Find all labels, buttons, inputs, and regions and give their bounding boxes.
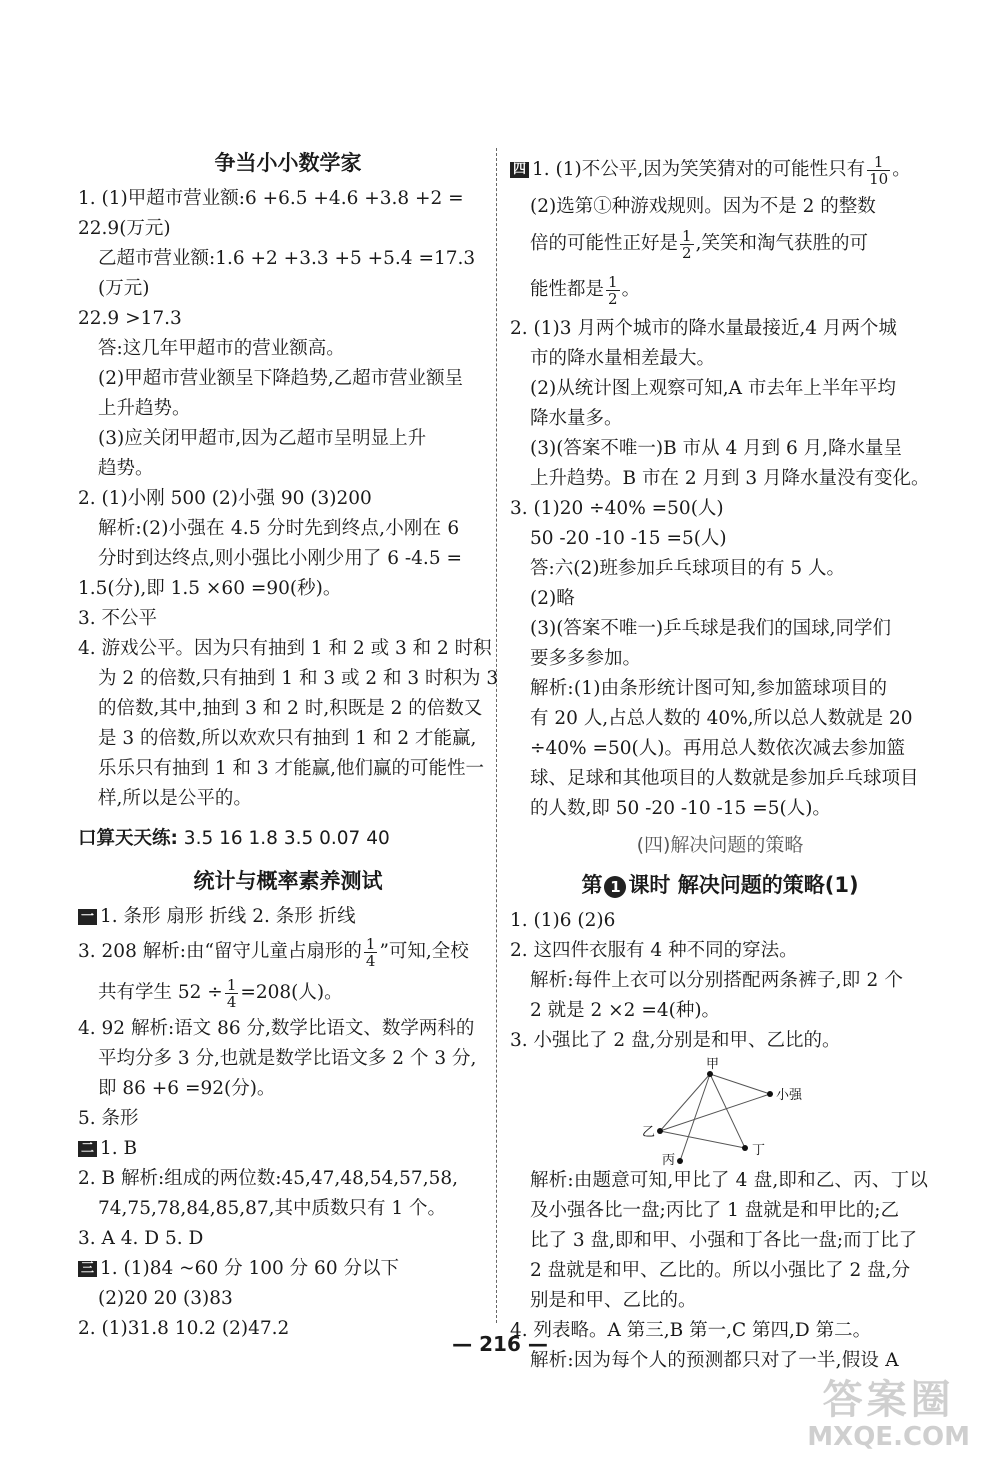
q4-block: [78, 1014, 498, 1104]
r1-line: [510, 148, 930, 192]
r1-line-2: (2)选第①种游戏规则。因为不是 2 的整数: [530, 196, 876, 217]
text-line: 2. (1)31.8 10.2 (2)47.2: [78, 1318, 290, 1339]
text-line: 解析:(1)由条形统计图可知,参加篮球项目的: [530, 678, 888, 699]
answer-line: [510, 996, 930, 1026]
answer-line: [510, 434, 930, 464]
fraction-numerator: 1: [867, 154, 890, 171]
text-line: 有 20 人,占总人数的 40%,所以总人数就是 20: [530, 708, 913, 729]
label-bing: 丙: [662, 1153, 676, 1166]
label-jia: 甲: [706, 1057, 720, 1072]
text-line: 别是和甲、乙比的。: [530, 1290, 697, 1311]
text-line: 平均分多 3 分,也就是数学比语文多 2 个 3 分,: [98, 1048, 477, 1069]
text-line: (2)从统计图上观察可知,A 市去年上半年平均: [530, 378, 896, 399]
fraction-denominator: 2: [608, 289, 618, 308]
answer-line: [510, 314, 930, 344]
text-line: 答:六(2)班参加乒乓球项目的有 5 人。: [530, 558, 845, 579]
text-line: 2. (1)3 月两个城市的降水量最接近,4 月两个城: [510, 318, 897, 339]
answer-line: [78, 1164, 498, 1194]
r1-text-a: 1. (1)不公平,因为笑笑猜对的可能性只有: [532, 159, 866, 180]
answer-line: [78, 1254, 498, 1284]
q3-line: [78, 932, 498, 972]
oral-practice: [78, 824, 498, 854]
answer-line: [510, 524, 930, 554]
answer-line: [510, 404, 930, 434]
fraction: [225, 977, 239, 1010]
text-line: 1. (1)6 (2)6: [510, 910, 616, 931]
text-line: 的倍数,其中,抽到 3 和 2 时,积既是 2 的倍数又: [98, 698, 483, 719]
answer-line: [510, 936, 930, 966]
answer-line: [510, 1196, 930, 1226]
part-tag: 二: [78, 1141, 97, 1157]
answer-line: [78, 484, 498, 514]
answer-line: [510, 1286, 930, 1316]
oral-practice-label: 口算天天练:: [78, 828, 178, 849]
text-line: (3)(答案不唯一)乒乓球是我们的国球,同学们: [530, 618, 892, 639]
r3-block: [510, 906, 930, 1056]
answer-line: [510, 644, 930, 674]
lesson-prefix: 第: [581, 873, 603, 897]
part1-text: 1. 条形 扇形 折线 2. 条形 折线: [100, 906, 356, 927]
text-line: 50 -20 -10 -15 =5(人): [530, 528, 727, 549]
answer-line: [510, 584, 930, 614]
answer-line: [78, 454, 498, 484]
text-line: (2)20 20 (3)83: [98, 1288, 233, 1309]
text-line: 2 盘就是和甲、乙比的。所以小强比了 2 盘,分: [530, 1260, 911, 1281]
text-line: 3. A 4. D 5. D: [78, 1228, 204, 1249]
q3-text-c: 共有学生 52 ÷: [98, 982, 223, 1003]
label-xiaoqiang: 小强: [776, 1088, 803, 1103]
oral-practice-values: 3.5 16 1.8 3.5 0.07 40: [183, 828, 390, 849]
answer-line: [78, 424, 498, 454]
text-line: 答:这几年甲超市的营业额高。: [98, 338, 345, 359]
answer-line: [510, 764, 930, 794]
text-line: 2. 这四件衣服有 4 种不同的穿法。: [510, 940, 798, 961]
r1-text-d: ,笑笑和淘气获胜的可: [695, 233, 868, 254]
answer-line: [78, 304, 498, 334]
lesson-title: [510, 870, 930, 900]
answer-line: [510, 734, 930, 764]
text-line: 解析:每件上衣可以分别搭配两条裤子,即 2 个: [530, 970, 904, 991]
node-ding: [742, 1145, 748, 1151]
text-line: 4. 92 解析:语文 86 分,数学比语文、数学两科的: [78, 1018, 475, 1039]
fraction-denominator: 2: [682, 243, 692, 262]
text-line: 1.5(分),即 1.5 ×60 =90(秒)。: [78, 578, 342, 599]
answer-line: [510, 1226, 930, 1256]
label-ding: 丁: [752, 1143, 766, 1158]
answer-line: [78, 334, 498, 364]
part2-block: [78, 1134, 498, 1254]
text-line: 要多多参加。: [530, 648, 642, 669]
r1-text-b: 。: [892, 159, 911, 180]
answer-line: [510, 704, 930, 734]
fraction: [680, 228, 694, 261]
section-title-2: 统计与概率素养测试: [193, 869, 383, 893]
q3-text-a: 3. 208 解析:由“留守儿童占扇形的: [78, 941, 362, 962]
answer-line: [78, 394, 498, 424]
text-line: 4. 游戏公平。因为只有抽到 1 和 2 或 3 和 2 时积: [78, 638, 492, 659]
text-line: 及小强各比一盘;丙比了 1 盘就是和甲比的;乙: [530, 1200, 899, 1221]
text-line: (3)(答案不唯一)B 市从 4 月到 6 月,降水量呈: [530, 438, 903, 459]
page-number: — 216 —: [452, 1332, 548, 1356]
answer-line: [510, 794, 930, 824]
right-column: [510, 140, 930, 1376]
answer-line: [78, 514, 498, 544]
answer-line: [78, 694, 498, 724]
answer-line: [78, 784, 498, 814]
node-bing: [677, 1158, 683, 1164]
lesson-suffix: 课时 解决问题的策略(1): [628, 873, 859, 897]
answer-line: [78, 364, 498, 394]
text-line: (万元): [98, 278, 150, 299]
text-line: 2. (1)小刚 500 (2)小强 90 (3)200: [78, 488, 372, 509]
answer-line: [510, 344, 930, 374]
text-line: 3. 不公平: [78, 608, 158, 629]
answer-line: [510, 494, 930, 524]
text-line: 22.9 >17.3: [78, 308, 182, 329]
section-title: 争当小小数学家: [214, 151, 362, 175]
text-line: 即 86 +6 =92(分)。: [98, 1078, 276, 1099]
q3-line-2: [78, 972, 498, 1014]
answer-line: [78, 1194, 498, 1224]
r1-text-e: 能性都是: [530, 279, 605, 300]
part-tag-1: 一: [78, 909, 97, 925]
answer-line: [510, 1026, 930, 1056]
r1-text-c: 倍的可能性正好是: [530, 233, 679, 254]
fraction-numerator: 1: [682, 226, 692, 245]
lesson-number: 1: [604, 876, 626, 898]
part3-block: [78, 1254, 498, 1344]
label-yi: 乙: [642, 1125, 656, 1140]
r1-line-3: [510, 222, 930, 266]
answer-line: [78, 1224, 498, 1254]
answer-line: [78, 604, 498, 634]
answer-line: [78, 1074, 498, 1104]
answer-line: [510, 374, 930, 404]
q3-text-b: ”可知,全校: [379, 941, 469, 962]
subsection-heading: (四)解决问题的策略: [636, 834, 804, 856]
text-line: 2 就是 2 ×2 =4(种)。: [530, 1000, 721, 1021]
text-line: 乐乐只有抽到 1 和 3 才能赢,他们赢的可能性一: [98, 758, 484, 779]
part-tag: 三: [78, 1261, 97, 1277]
answer-line: [78, 634, 498, 664]
fraction: [606, 274, 620, 307]
r2-block: [510, 314, 930, 824]
answer-line: [510, 966, 930, 996]
text-line: 4. 列表略。A 第三,B 第一,C 第四,D 第二。: [510, 1320, 872, 1341]
match-graph: [510, 1056, 930, 1166]
watermark: [807, 1378, 970, 1452]
answer-line: [510, 1256, 930, 1286]
text-line: (3)应关闭甲超市,因为乙超市呈明显上升: [98, 428, 427, 449]
text-line: 趋势。: [98, 458, 154, 479]
text-line: 3. (1)20 ÷40% =50(人): [510, 498, 724, 519]
text-line: 解析:(2)小强在 4.5 分时先到终点,小刚在 6: [98, 518, 460, 539]
answer-line: [510, 554, 930, 584]
r1-text-f: 。: [621, 279, 641, 300]
answer-line: [510, 464, 930, 494]
text-line: 上升趋势。: [98, 398, 191, 419]
answer-line: [510, 906, 930, 936]
text-line: 解析:由题意可知,甲比了 4 盘,即和乙、丙、丁以: [530, 1170, 929, 1191]
text-line: 3. 小强比了 2 盘,分别是和甲、乙比的。: [510, 1030, 841, 1051]
part1-line: [78, 902, 498, 932]
part-tag-4: 四: [510, 162, 529, 178]
text-line: 1. (1)甲超市营业额:6 +6.5 +4.6 +3.8 +2 =: [78, 188, 464, 209]
text-line: 比了 3 盘,即和甲、小强和丁各比一盘;而丁比了: [530, 1230, 918, 1251]
answer-line: [78, 754, 498, 784]
text-line: 市的降水量相差最大。: [530, 348, 716, 369]
node-yi: [657, 1128, 663, 1134]
fraction-numerator: 1: [608, 272, 618, 291]
text-line: 的人数,即 50 -20 -10 -15 =5(人)。: [530, 798, 831, 819]
answer-line: [78, 214, 498, 244]
answer-block: [78, 184, 498, 814]
text-line: 是 3 的倍数,所以欢欢只有抽到 1 和 2 才能赢,: [98, 728, 477, 749]
fraction-denominator: 4: [365, 951, 376, 970]
text-line: 2. B 解析:组成的两位数:45,47,48,54,57,58,: [78, 1168, 459, 1189]
answer-line: [78, 244, 498, 274]
text-line: 为 2 的倍数,只有抽到 1 和 3 或 2 和 3 时积为 3: [98, 668, 499, 689]
fraction-denominator: 10: [869, 169, 889, 188]
node-xiaoqiang: [767, 1091, 773, 1097]
fraction-denominator: 4: [226, 992, 237, 1011]
answer-line: [78, 574, 498, 604]
text-line: 1. B: [100, 1138, 138, 1159]
text-line: 上升趋势。B 市在 2 月到 3 月降水量没有变化。: [530, 468, 930, 489]
text-line: 解析:因为每个人的预测都只对了一半,假设 A: [530, 1350, 899, 1371]
left-column: [78, 140, 498, 1344]
text-line: 乙超市营业额:1.6 +2 +3.3 +5 +5.4 =17.3: [98, 248, 476, 269]
watermark-line2: MXQE.COM: [807, 1422, 970, 1452]
answer-line: [78, 544, 498, 574]
match-graph-svg: [510, 1056, 930, 1166]
text-line: 1. (1)84 ~60 分 100 分 60 分以下: [100, 1258, 399, 1279]
answer-line: [78, 274, 498, 304]
answer-line: [78, 664, 498, 694]
text-line: (2)略: [530, 588, 575, 609]
q5-line: 5. 条形: [78, 1108, 139, 1129]
watermark-line1: 答案圈: [822, 1377, 955, 1423]
answer-line: [510, 1166, 930, 1196]
text-line: (2)甲超市营业额呈下降趋势,乙超市营业额呈: [98, 368, 464, 389]
text-line: 74,75,78,84,85,87,其中质数只有 1 个。: [98, 1198, 447, 1219]
text-line: 样,所以是公平的。: [98, 788, 252, 809]
fraction-numerator: 1: [365, 934, 376, 953]
answer-line: [78, 1134, 498, 1164]
r1-line-4: [510, 266, 930, 314]
answer-line: [78, 1284, 498, 1314]
text-line: 分时到达终点,则小强比小刚少用了 6 -4.5 =: [98, 548, 462, 569]
answer-line: [78, 724, 498, 754]
answer-line: [78, 1014, 498, 1044]
answer-line: [78, 1044, 498, 1074]
text-line: 22.9(万元): [78, 218, 171, 239]
text-line: 球、足球和其他项目的人数就是参加乒乓球项目: [530, 768, 919, 789]
answer-line: [510, 614, 930, 644]
fraction-numerator: 1: [226, 975, 237, 994]
text-line: ÷40% =50(人)。再用总人数依次减去参加篮: [530, 738, 905, 759]
q3-text-d: =208(人)。: [240, 982, 343, 1003]
answer-line: [78, 184, 498, 214]
answer-line: [510, 674, 930, 704]
fraction: [364, 936, 378, 969]
fraction: [867, 154, 890, 187]
text-line: 降水量多。: [530, 408, 623, 429]
